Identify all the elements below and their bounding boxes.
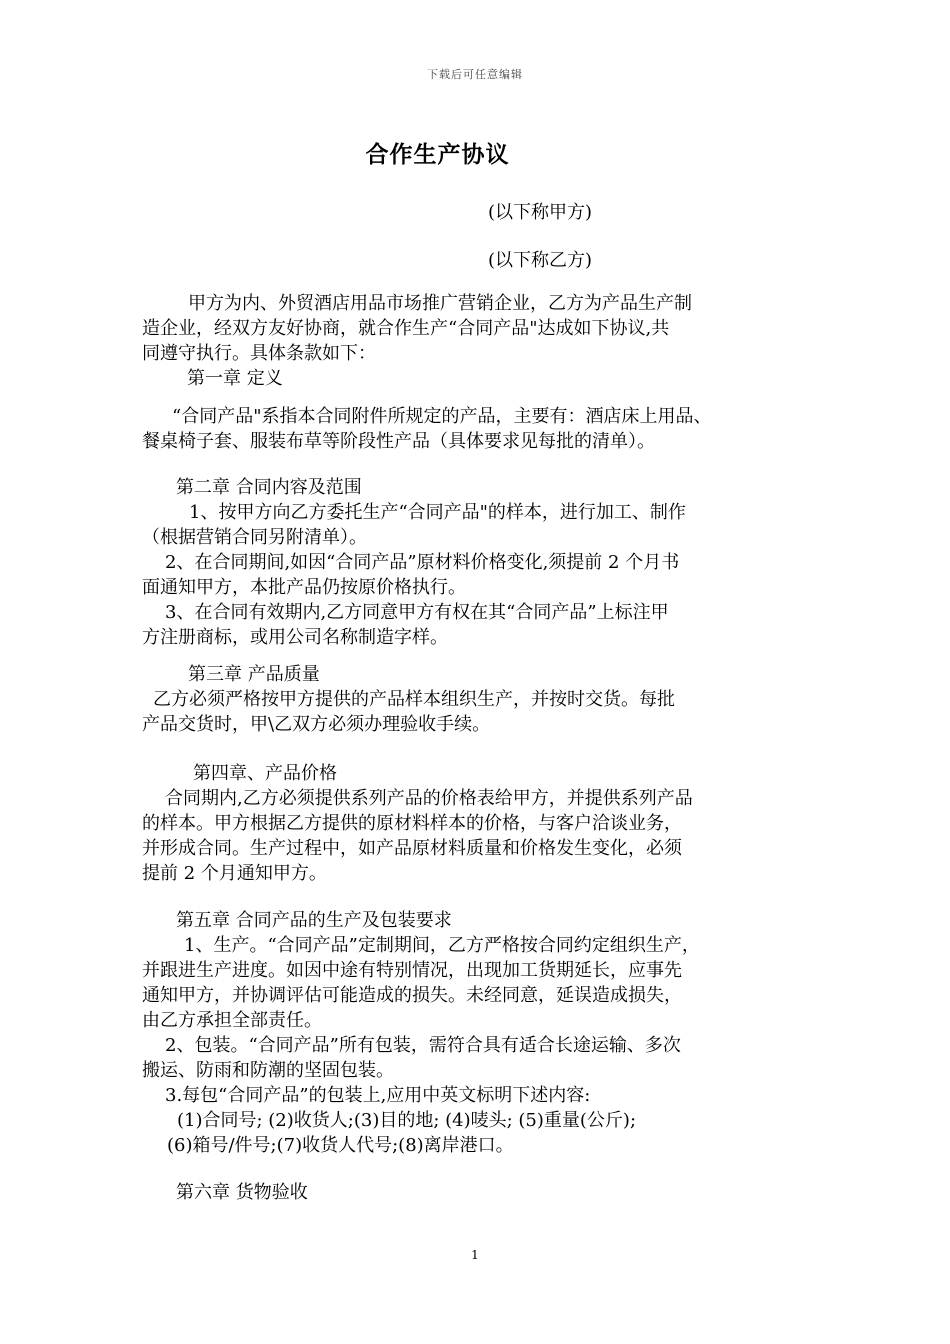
text-line: 甲方为内、外贸酒店用品市场推广营销企业，乙方为产品生产制 [188,293,692,314]
text-line: “合同产品"系指本合同附件所规定的产品，主要有：酒店床上用品、 [172,406,712,427]
chapter-heading: 第一章 定义 [187,368,283,389]
text-line: 2、在合同期间,如因“合同产品”原材料价格变化,须提前 2 个月书 [165,552,680,573]
text-line: 并跟进生产进度。如因中途有特别情况，出现加工货期延长，应事先 [142,960,682,981]
text-line: 通知甲方，并协调评估可能造成的损失。未经同意，延误造成损失， [142,985,682,1006]
chapter-heading: 第六章 货物验收 [176,1182,308,1203]
text-line: 2、包装。“合同产品”所有包装，需符合具有适合长途运输、多次 [165,1035,681,1056]
text-line: 3、在合同有效期内,乙方同意甲方有权在其“合同产品”上标注甲 [165,602,669,623]
chapter-heading: 第二章 合同内容及范围 [176,477,362,498]
text-line: 提前 2 个月通知甲方。 [142,863,327,884]
text-line: (1)合同号; (2)收货人;(3)目的地; (4)唛头; (5)重量(公斤); [177,1110,637,1131]
text-line: 造企业，经双方友好协商，就合作生产“合同产品"达成如下协议,共 [142,318,670,339]
party-a-line: (以下称甲方) [488,202,593,223]
text-line: 由乙方承担全部责任。 [142,1010,322,1031]
text-line: 并形成合同。生产过程中，如产品原材料质量和价格发生变化，必须 [142,838,682,859]
page-number: 1 [471,1248,479,1262]
text-line: 乙方必须严格按甲方提供的产品样本组织生产，并按时交货。每批 [153,689,675,710]
text-line: （根据营销合同另附清单）。 [142,527,367,548]
text-line: 3.每包“合同产品”的包装上,应用中英文标明下述内容: [165,1085,591,1106]
text-line: 的样本。甲方根据乙方提供的原材料样本的价格，与客户洽谈业务， [142,813,682,834]
text-line: 方注册商标，或用公司名称制造字样。 [142,627,448,648]
text-line: 搬运、防雨和防潮的坚固包装。 [142,1060,394,1081]
text-line: 产品交货时，甲\乙双方必须办理验收手续。 [142,714,491,735]
text-line: 餐桌椅子套、服装布草等阶段性产品（具体要求见每批的清单）。 [142,431,655,452]
page-header: 下载后可任意编辑 [427,68,523,81]
document-title: 合作生产协议 [365,142,510,168]
text-line: (6)箱号/件号;(7)收货人代号;(8)离岸港口。 [167,1135,514,1156]
text-line: 同遵守执行。具体条款如下： [142,343,376,364]
chapter-heading: 第四章、产品价格 [193,763,337,784]
text-line: 面通知甲方，本批产品仍按原价格执行。 [142,577,466,598]
chapter-heading: 第三章 产品质量 [188,664,320,685]
text-line: 1、按甲方向乙方委托生产“合同产品"的样本，进行加工、制作 [189,502,686,523]
chapter-heading: 第五章 合同产品的生产及包装要求 [176,910,452,931]
party-b-line: (以下称乙方) [488,250,593,271]
text-line: 1、生产。“合同产品”定制期间，乙方严格按合同约定组织生产， [184,935,700,956]
text-line: 合同期内,乙方必须提供系列产品的价格表给甲方，并提供系列产品 [165,788,693,809]
